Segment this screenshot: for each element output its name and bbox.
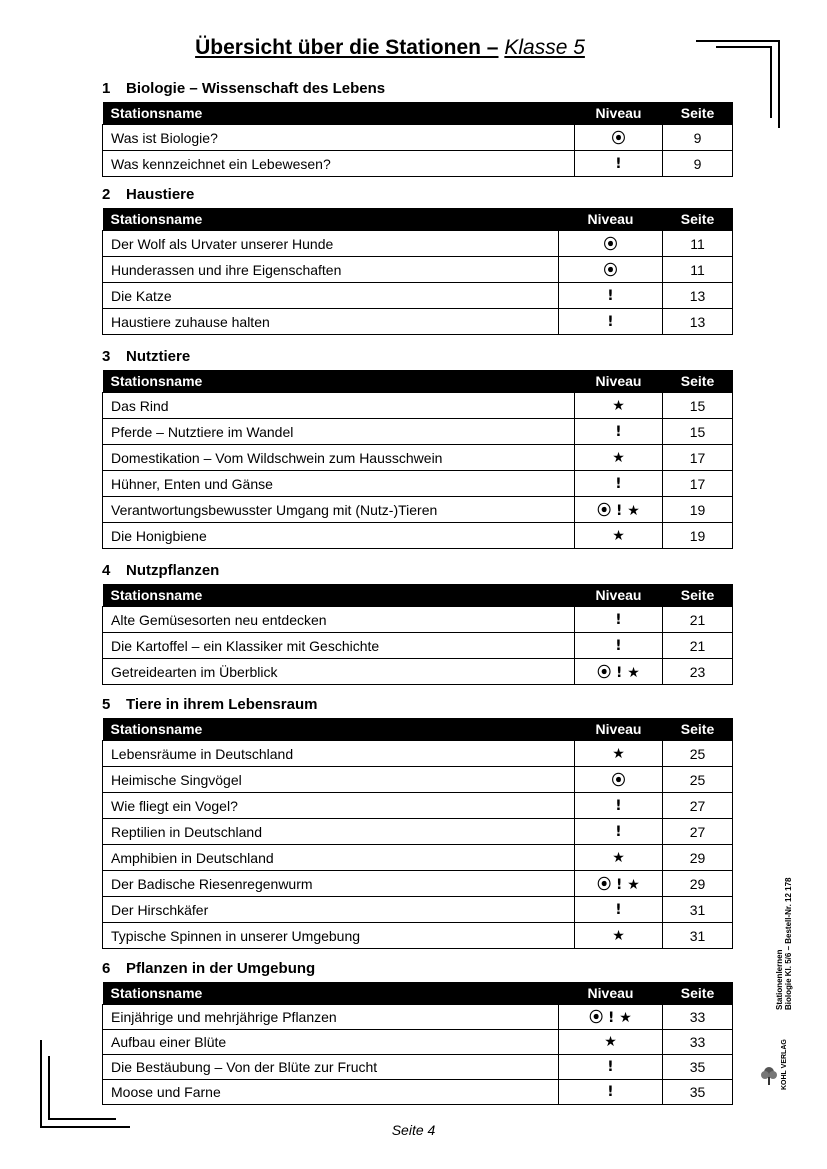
- table-row: [103, 471, 733, 497]
- column-header-level: Niveau: [575, 102, 663, 125]
- station-level: !: [559, 309, 663, 335]
- section-title: Tiere in ihrem Lebensraum: [126, 696, 318, 713]
- station-page: 13: [663, 283, 733, 309]
- column-header-name: Stationsname: [103, 718, 575, 741]
- section-number: 5: [102, 696, 111, 713]
- table-row: [103, 497, 733, 523]
- station-page: 35: [663, 1080, 733, 1105]
- station-page: 17: [663, 445, 733, 471]
- station-level: ★: [575, 393, 663, 419]
- table-row: [103, 819, 733, 845]
- station-level: ⦿ ! ★: [575, 659, 663, 685]
- corner-line-top-h2: [716, 46, 770, 48]
- station-name: Was ist Biologie?: [103, 125, 575, 151]
- station-name: Hühner, Enten und Gänse: [103, 471, 575, 497]
- station-level: !: [559, 1055, 663, 1080]
- station-name: Pferde – Nutztiere im Wandel: [103, 419, 575, 445]
- column-header-page: Seite: [663, 102, 733, 125]
- station-name: Verantwortungsbewusster Umgang mit (Nutz-)Tieren: [103, 497, 575, 523]
- station-level: !: [559, 1080, 663, 1105]
- station-level: ★: [575, 845, 663, 871]
- station-table: [102, 102, 733, 177]
- section-1: [102, 78, 732, 177]
- station-name: Getreidearten im Überblick: [103, 659, 575, 685]
- corner-line-bottom-v2: [48, 1056, 50, 1120]
- station-name: Reptilien in Deutschland: [103, 819, 575, 845]
- station-page: 13: [663, 309, 733, 335]
- table-row: [103, 523, 733, 549]
- section-heading: [102, 184, 732, 208]
- station-name: Heimische Singvögel: [103, 767, 575, 793]
- section-2: [102, 184, 732, 335]
- column-header-level: Niveau: [559, 208, 663, 231]
- station-name: Der Wolf als Urvater unserer Hunde: [103, 231, 559, 257]
- station-page: 9: [663, 125, 733, 151]
- station-page: 31: [663, 897, 733, 923]
- table-row: [103, 1005, 733, 1030]
- section-number: 3: [102, 348, 111, 365]
- station-table: [102, 584, 733, 685]
- station-page: 19: [663, 523, 733, 549]
- station-name: Amphibien in Deutschland: [103, 845, 575, 871]
- corner-line-bottom-v1: [40, 1040, 42, 1128]
- station-name: Wie fliegt ein Vogel?: [103, 793, 575, 819]
- section-3: [102, 346, 732, 549]
- station-page: 33: [663, 1030, 733, 1055]
- section-heading: [102, 958, 732, 982]
- section-number: 6: [102, 960, 111, 977]
- section-number: 1: [102, 80, 111, 97]
- station-page: 33: [663, 1005, 733, 1030]
- section-heading: [102, 78, 732, 102]
- table-row: [103, 125, 733, 151]
- section-heading: [102, 694, 732, 718]
- station-page: 27: [663, 819, 733, 845]
- station-page: 21: [663, 633, 733, 659]
- station-name: Lebensräume in Deutschland: [103, 741, 575, 767]
- station-level: !: [575, 793, 663, 819]
- station-level: !: [575, 819, 663, 845]
- column-header-name: Stationsname: [103, 982, 559, 1005]
- table-row: [103, 231, 733, 257]
- section-5: [102, 694, 732, 949]
- station-level: !: [575, 419, 663, 445]
- section-6: [102, 958, 732, 1105]
- station-name: Alte Gemüsesorten neu entdecken: [103, 607, 575, 633]
- table-row: [103, 633, 733, 659]
- station-name: Einjährige und mehrjährige Pflanzen: [103, 1005, 559, 1030]
- station-name: Aufbau einer Blüte: [103, 1030, 559, 1055]
- title-class: Klasse 5: [504, 36, 585, 59]
- station-page: 17: [663, 471, 733, 497]
- station-page: 25: [663, 767, 733, 793]
- station-level: ⦿ ! ★: [575, 497, 663, 523]
- column-header-page: Seite: [663, 718, 733, 741]
- section-title: Biologie – Wissenschaft des Lebens: [126, 80, 386, 97]
- table-row: [103, 897, 733, 923]
- station-table: [102, 718, 733, 949]
- column-header-name: Stationsname: [103, 370, 575, 393]
- station-level: !: [575, 151, 663, 177]
- section-4: [102, 560, 732, 685]
- station-page: 31: [663, 923, 733, 949]
- column-header-level: Niveau: [575, 718, 663, 741]
- table-row: [103, 741, 733, 767]
- station-level: ⦿: [575, 125, 663, 151]
- station-page: 21: [663, 607, 733, 633]
- station-level: ⦿ ! ★: [575, 871, 663, 897]
- station-page: 11: [663, 231, 733, 257]
- table-row: [103, 923, 733, 949]
- section-title: Nutztiere: [126, 348, 191, 365]
- column-header-name: Stationsname: [103, 102, 575, 125]
- table-row: [103, 283, 733, 309]
- station-page: 19: [663, 497, 733, 523]
- table-row: [103, 151, 733, 177]
- station-level: ⦿ ! ★: [559, 1005, 663, 1030]
- section-title: Nutzpflanzen: [126, 562, 220, 579]
- station-page: 15: [663, 393, 733, 419]
- table-row: [103, 607, 733, 633]
- corner-line-bottom-h2: [48, 1118, 116, 1120]
- station-level: ★: [575, 523, 663, 549]
- station-page: 25: [663, 741, 733, 767]
- page-number: Seite 4: [391, 1122, 436, 1138]
- station-name: Was kennzeichnet ein Lebewesen?: [103, 151, 575, 177]
- column-header-name: Stationsname: [103, 584, 575, 607]
- station-level: ⦿: [559, 231, 663, 257]
- section-heading: [102, 346, 732, 370]
- station-page: 29: [663, 845, 733, 871]
- column-header-page: Seite: [663, 370, 733, 393]
- column-header-level: Niveau: [559, 982, 663, 1005]
- column-header-page: Seite: [663, 584, 733, 607]
- station-level: ★: [575, 741, 663, 767]
- station-name: Haustiere zuhause halten: [103, 309, 559, 335]
- station-level: !: [575, 897, 663, 923]
- station-level: !: [575, 471, 663, 497]
- imprint-line-2: Biologie Kl. 5/6 – Bestell-Nr. 12 178: [784, 877, 793, 1010]
- station-level: ★: [559, 1030, 663, 1055]
- section-title: Haustiere: [126, 186, 195, 203]
- section-number: 2: [102, 186, 111, 203]
- table-row: [103, 257, 733, 283]
- station-name: Hunderassen und ihre Eigenschaften: [103, 257, 559, 283]
- section-title: Pflanzen in der Umgebung: [126, 960, 316, 977]
- station-table: [102, 982, 733, 1105]
- station-level: !: [575, 633, 663, 659]
- column-header-level: Niveau: [575, 370, 663, 393]
- station-name: Die Honigbiene: [103, 523, 575, 549]
- table-row: [103, 445, 733, 471]
- column-header-name: Stationsname: [103, 208, 559, 231]
- station-name: Domestikation – Vom Wildschwein zum Hausschwein: [103, 445, 575, 471]
- table-row: [103, 845, 733, 871]
- station-name: Der Badische Riesenregenwurm: [103, 871, 575, 897]
- station-level: !: [575, 607, 663, 633]
- section-number: 4: [102, 562, 111, 579]
- column-header-level: Niveau: [575, 584, 663, 607]
- table-row: [103, 309, 733, 335]
- corner-line-top-v2: [770, 46, 772, 118]
- station-level: ★: [575, 923, 663, 949]
- column-header-page: Seite: [663, 208, 733, 231]
- station-page: 15: [663, 419, 733, 445]
- corner-line-top-h1: [696, 40, 780, 42]
- table-row: [103, 1080, 733, 1105]
- station-name: Der Hirschkäfer: [103, 897, 575, 923]
- station-level: !: [559, 283, 663, 309]
- station-level: ★: [575, 445, 663, 471]
- table-row: [103, 871, 733, 897]
- station-level: ⦿: [559, 257, 663, 283]
- station-name: Die Katze: [103, 283, 559, 309]
- publisher-logo: [760, 1066, 778, 1088]
- station-name: Typische Spinnen in unserer Umgebung: [103, 923, 575, 949]
- station-page: 9: [663, 151, 733, 177]
- station-level: ⦿: [575, 767, 663, 793]
- station-name: Die Bestäubung – Von der Blüte zur Frucht: [103, 1055, 559, 1080]
- station-name: Das Rind: [103, 393, 575, 419]
- table-row: [103, 419, 733, 445]
- table-row: [103, 1030, 733, 1055]
- station-table: [102, 370, 733, 549]
- column-header-page: Seite: [663, 982, 733, 1005]
- station-page: 11: [663, 257, 733, 283]
- table-row: [103, 767, 733, 793]
- table-row: [103, 659, 733, 685]
- station-name: Moose und Farne: [103, 1080, 559, 1105]
- station-page: 27: [663, 793, 733, 819]
- page-title: [0, 36, 780, 60]
- station-table: [102, 208, 733, 335]
- station-page: 35: [663, 1055, 733, 1080]
- station-page: 29: [663, 871, 733, 897]
- section-heading: [102, 560, 732, 584]
- title-main: Übersicht über die Stationen –: [195, 36, 499, 59]
- station-name: Die Kartoffel – ein Klassiker mit Geschichte: [103, 633, 575, 659]
- publisher-name: KOHL VERLAG: [781, 1039, 788, 1090]
- table-row: [103, 1055, 733, 1080]
- imprint-line-1: Stationenlernen: [775, 949, 784, 1010]
- table-row: [103, 793, 733, 819]
- corner-line-top-v1: [778, 40, 780, 128]
- table-row: [103, 393, 733, 419]
- station-page: 23: [663, 659, 733, 685]
